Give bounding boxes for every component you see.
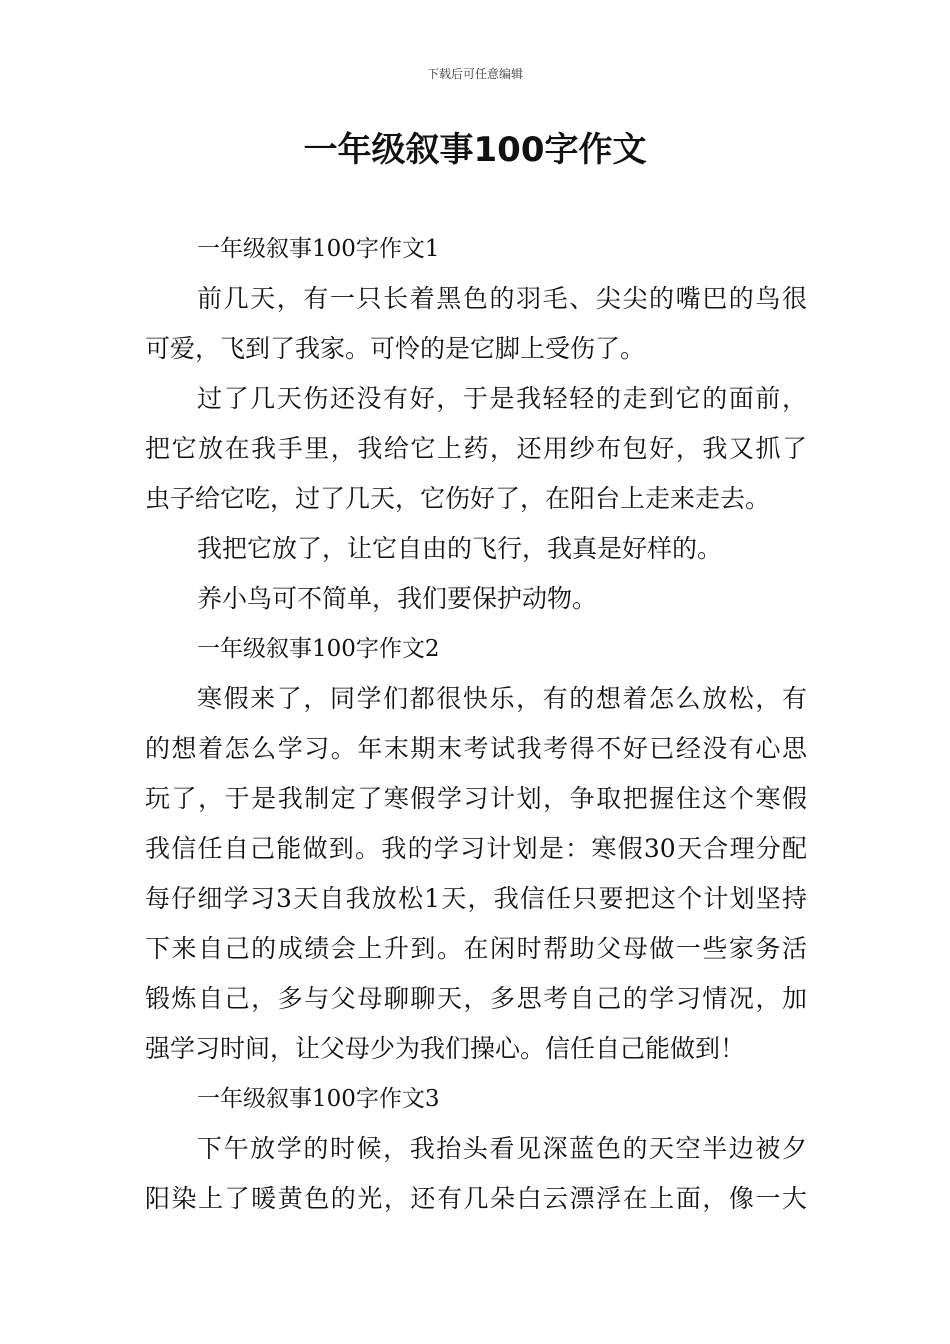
text-line: 强学习时间，让父母少为我们操心。信任自己能做到！	[145, 1034, 746, 1063]
document-body	[145, 224, 807, 1224]
text-line: 锻炼自己，多与父母聊聊天，多思考自己的学习情况，加	[145, 984, 807, 1013]
text-line: 寒假来了，同学们都很快乐，有的想着怎么放松，有	[197, 684, 807, 713]
text-line: 养小鸟可不简单，我们要保护动物。	[197, 584, 598, 613]
text-line: 每仔细学习3天自我放松1天，我信任只要把这个计划坚持	[145, 884, 807, 913]
text-line: 前几天，有一只长着黑色的羽毛、尖尖的嘴巴的鸟很	[197, 284, 807, 313]
section-heading: 一年级叙事100字作文3	[197, 1086, 440, 1112]
text-line: 玩了，于是我制定了寒假学习计划，争取把握住这个寒假	[145, 784, 807, 813]
text-line: 下来自己的成绩会上升到。在闲时帮助父母做一些家务活	[145, 934, 807, 963]
text-line: 下午放学的时候，我抬头看见深蓝色的天空半边被夕	[197, 1134, 807, 1163]
text-line: 我把它放了，让它自由的飞行，我真是好样的。	[197, 534, 723, 563]
header-note: 下载后可任意编辑	[426, 67, 523, 81]
text-line: 阳染上了暖黄色的光，还有几朵白云漂浮在上面，像一大	[145, 1184, 807, 1213]
text-line: 的想着怎么学习。年末期末考试我考得不好已经没有心思	[145, 734, 807, 763]
document-title: 一年级叙事100字作文	[303, 130, 647, 170]
text-line: 可爱，飞到了我家。可怜的是它脚上受伤了。	[145, 334, 646, 363]
text-line: 过了几天伤还没有好，于是我轻轻的走到它的面前，	[197, 384, 807, 413]
text-line: 我信任自己能做到。我的学习计划是：寒假30天合理分配	[145, 834, 807, 863]
text-line: 虫子给它吃，过了几天，它伤好了，在阳台上走来走去。	[145, 484, 771, 513]
section-heading: 一年级叙事100字作文2	[197, 636, 440, 662]
section-heading: 一年级叙事100字作文1	[197, 236, 440, 262]
text-line: 把它放在我手里，我给它上药，还用纱布包好，我又抓了	[145, 434, 807, 463]
